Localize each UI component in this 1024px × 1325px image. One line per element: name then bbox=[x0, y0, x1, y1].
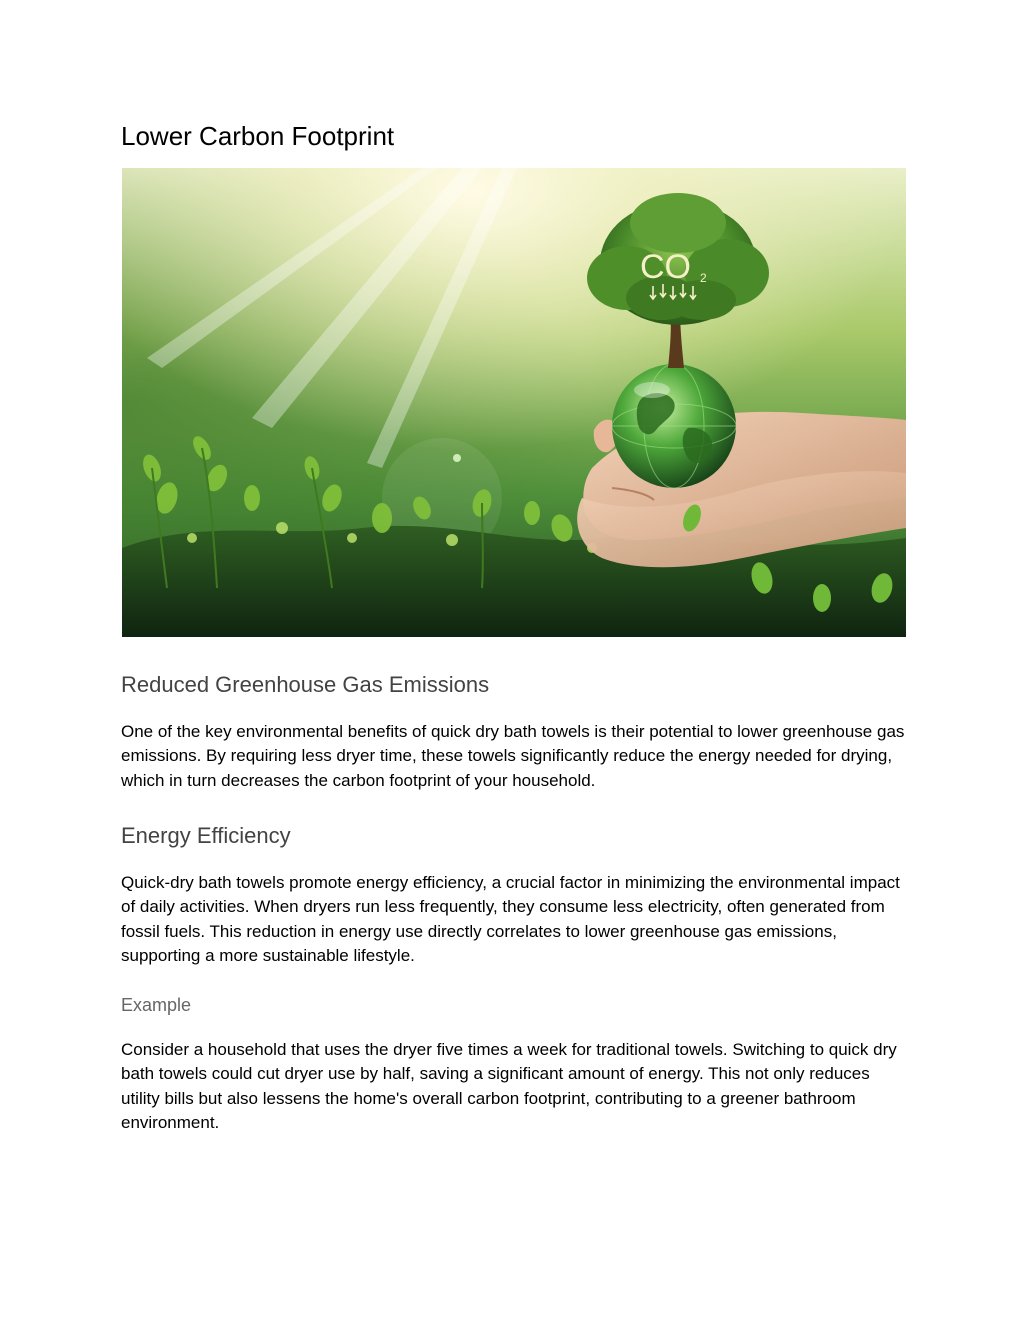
paragraph-example: Consider a household that uses the dryer five times a week for traditional towels. Switching to quick dry bath towels could cut dryer use by half, saving a significant amount of energy. This not only reduces utility bills but also lessens the home's overall carbon footprint, contributing to a greener bathroom environment. bbox=[121, 1040, 897, 1132]
tree-globe-in-hands-illustration bbox=[122, 168, 906, 637]
section-heading-energy: Energy Efficiency bbox=[121, 823, 291, 848]
co2-label: CO bbox=[640, 248, 691, 286]
section-heading-greenhouse: Reduced Greenhouse Gas Emissions bbox=[121, 672, 490, 697]
page-title: Lower Carbon Footprint bbox=[121, 121, 395, 151]
co2-subscript: 2 bbox=[700, 271, 707, 285]
hero-image bbox=[122, 168, 906, 637]
paragraph-energy: Quick-dry bath towels promote energy efficiency, a crucial factor in minimizing the environmental impact of daily activities. When dryers run less frequently, they consume less electricity, often generated from fossil fuels. This reduction in energy use directly correlates to lower greenhouse gas emissions, supporting a more sustainable lifestyle. bbox=[121, 873, 900, 965]
subheading-example: Example bbox=[121, 995, 192, 1015]
paragraph-greenhouse: One of the key environmental benefits of quick dry bath towels is their potential to lower greenhouse gas emissions. By requiring less dryer time, these towels significantly reduce the energy needed for drying, which in turn decreases the carbon footprint of your household. bbox=[121, 722, 905, 790]
